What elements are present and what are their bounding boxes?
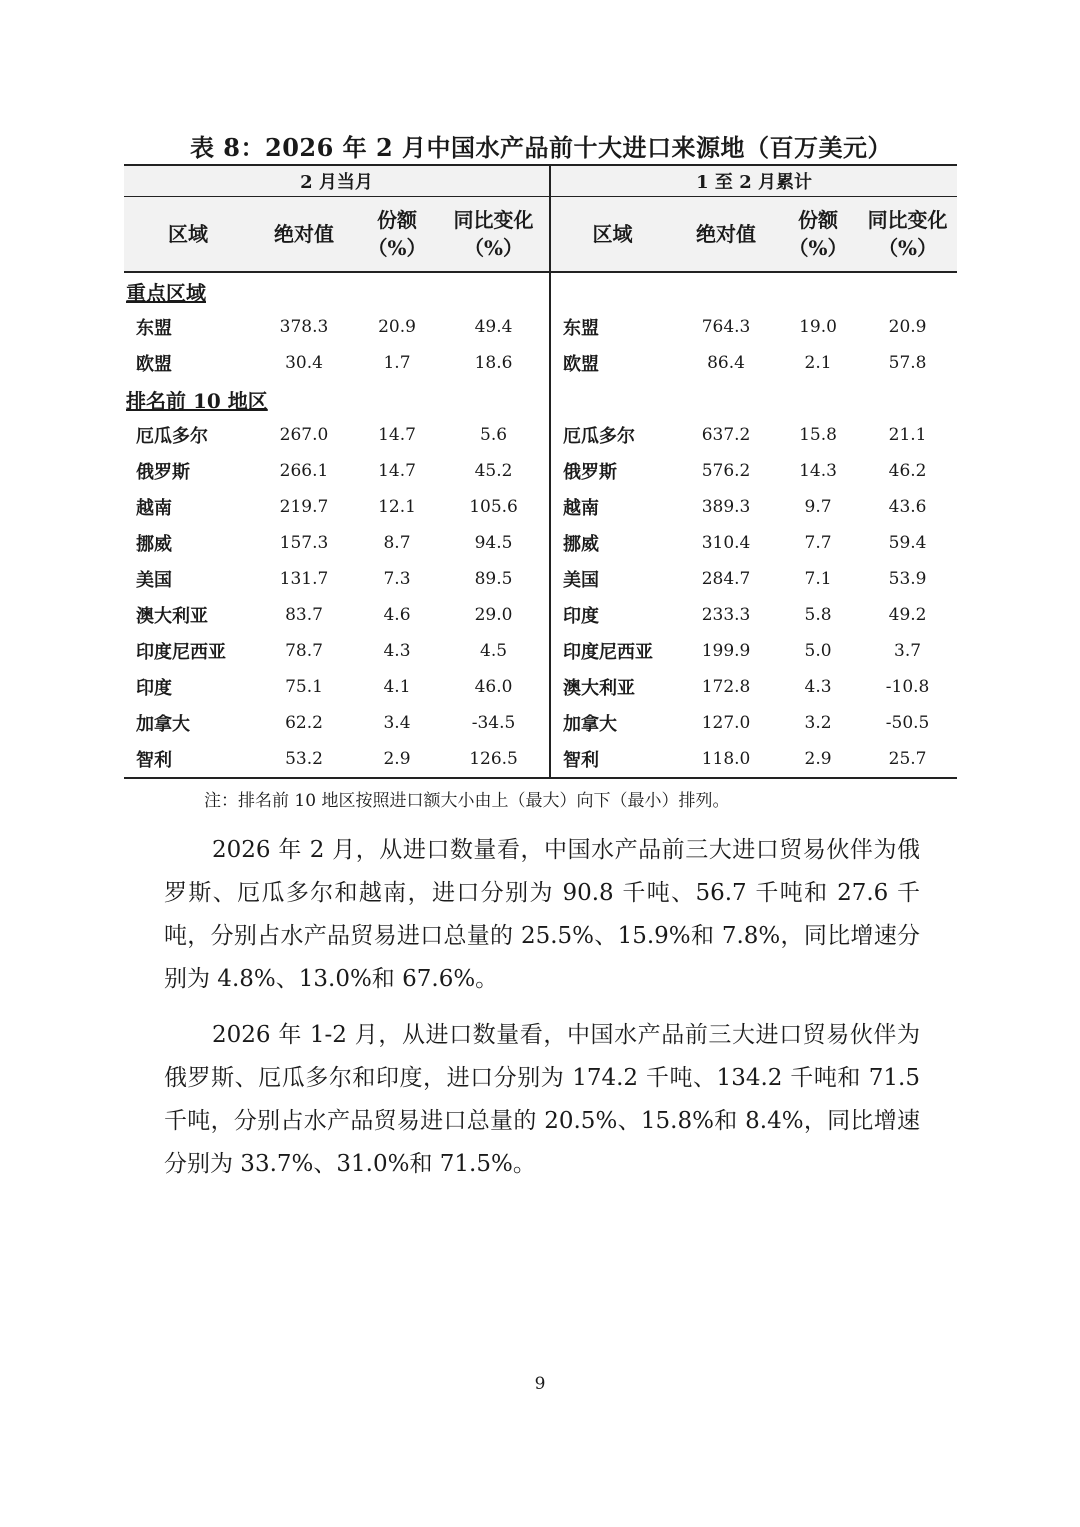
- section-label: 排名前 10 地区: [126, 388, 268, 413]
- table-row: 加拿大 62.2 3.4 -34.5 加拿大 127.0 3.2 -50.5: [124, 705, 957, 741]
- table-row: 印度 75.1 4.1 46.0 澳大利亚 172.8 4.3 -10.8: [124, 669, 957, 705]
- col-header-share: 份额 （%）: [778, 197, 858, 273]
- table-row: 东盟 378.3 20.9 49.4 东盟 764.3 19.0 20.9: [124, 309, 957, 345]
- table-note: 注：排名前 10 地区按照进口额大小由上（最大）向下（最小）排列。: [204, 791, 730, 811]
- table-title: 表 8：2026 年 2 月中国水产品前十大进口来源地（百万美元）: [189, 133, 893, 162]
- col-header-share: 份额 （%）: [356, 197, 438, 273]
- section-row-key-regions: [124, 272, 957, 309]
- table-row: 欧盟 30.4 1.7 18.6 欧盟 86.4 2.1 57.8: [124, 345, 957, 381]
- import-sources-table: [124, 164, 957, 779]
- col-header-region: 区域: [124, 197, 252, 273]
- col-header-yoy: 同比变化 （%）: [438, 197, 550, 273]
- table-row: 挪威 157.3 8.7 94.5 挪威 310.4 7.7 59.4: [124, 525, 957, 561]
- page-number: 9: [534, 1374, 546, 1394]
- table-row: 印度尼西亚 78.7 4.3 4.5 印度尼西亚 199.9 5.0 3.7: [124, 633, 957, 669]
- table-row: 厄瓜多尔 267.0 14.7 5.6 厄瓜多尔 637.2 15.8 21.1: [124, 417, 957, 453]
- body-paragraph: 2026 年 1-2 月，从进口数量看，中国水产品前三大进口贸易伙伴为俄罗斯、厄瓜多尔和印度，进口分别为 174.2 千吨、134.2 千吨和 71.5 千吨，分别占水产品贸易进口总量的 20.5%、15.8%和 8.4%，同比增速分别为 33.7%、31.0%和 71.5%。: [164, 1022, 920, 1177]
- col-header-yoy: 同比变化 （%）: [858, 197, 957, 273]
- table-row: 智利 53.2 2.9 126.5 智利 118.0 2.9 25.7: [124, 741, 957, 778]
- section-row-top10: [124, 381, 957, 417]
- group-header-month: 2 月当月: [124, 165, 550, 197]
- col-header-region: 区域: [550, 197, 674, 273]
- col-header-abs: 绝对值: [674, 197, 778, 273]
- table-row: 越南 219.7 12.1 105.6 越南 389.3 9.7 43.6: [124, 489, 957, 525]
- body-paragraph: 2026 年 2 月，从进口数量看，中国水产品前三大进口贸易伙伴为俄罗斯、厄瓜多尔和越南，进口分别为 90.8 千吨、56.7 千吨和 27.6 千吨，分别占水产品贸易进口总量的 25.5%、15.9%和 7.8%，同比增速分别为 4.8%、13.0%和 67.6%。: [164, 837, 920, 992]
- table-row: 澳大利亚 83.7 4.6 29.0 印度 233.3 5.8 49.2: [124, 597, 957, 633]
- group-header-cumulative: 1 至 2 月累计: [550, 165, 957, 197]
- table-row: 美国 131.7 7.3 89.5 美国 284.7 7.1 53.9: [124, 561, 957, 597]
- table-row: 俄罗斯 266.1 14.7 45.2 俄罗斯 576.2 14.3 46.2: [124, 453, 957, 489]
- col-header-abs: 绝对值: [252, 197, 356, 273]
- section-label: 重点区域: [126, 280, 206, 305]
